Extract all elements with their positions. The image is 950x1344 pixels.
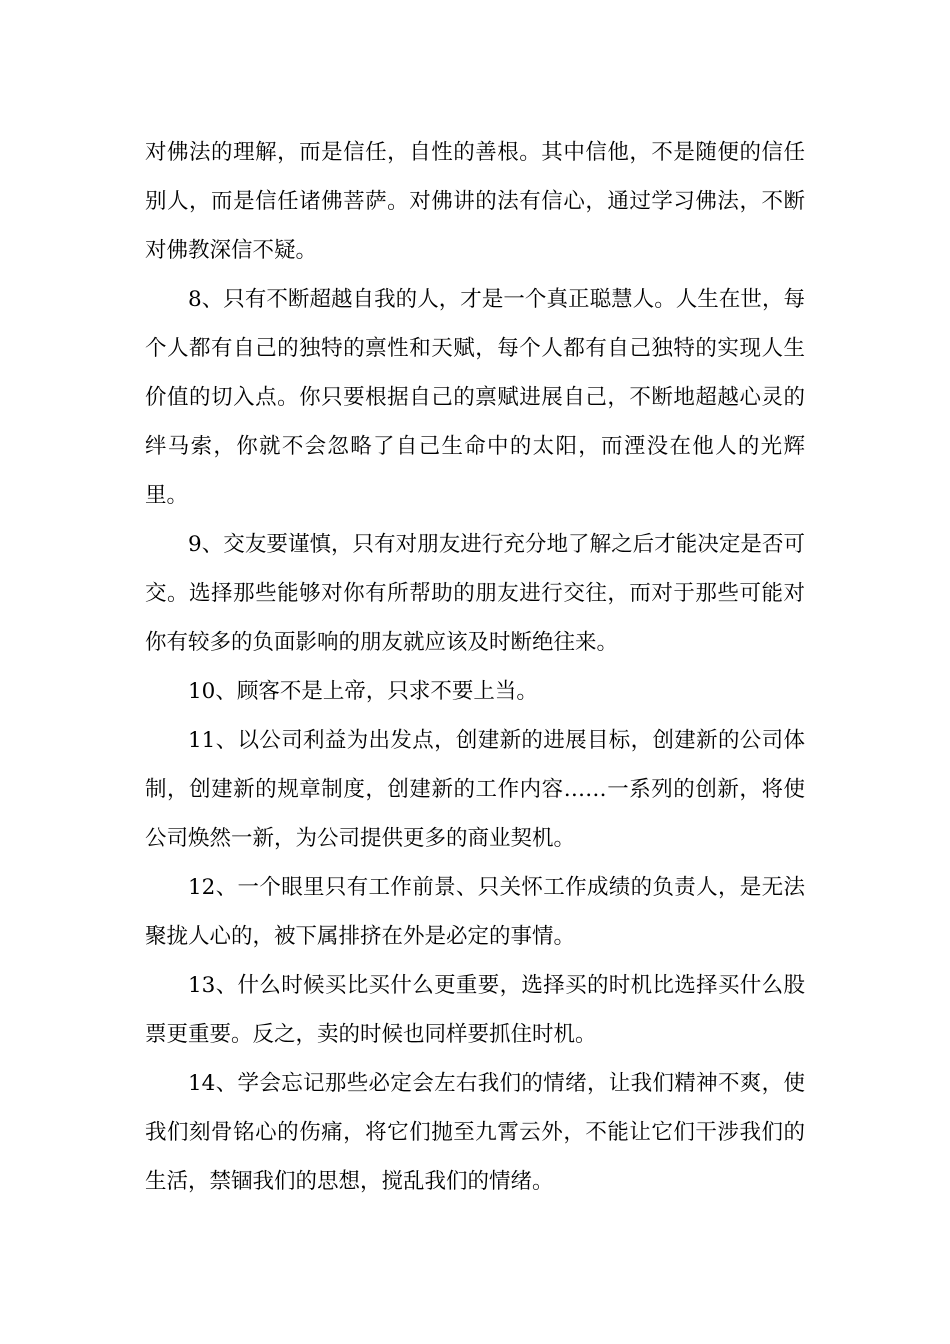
paragraph-item-12: 12、一个眼里只有工作前景、只关怀工作成绩的负责人，是无法聚拢人心的，被下属排挤在外是必定的事情。 xyxy=(145,875,805,949)
paragraph-item-14: 14、学会忘记那些必定会左右我们的情绪，让我们精神不爽，使我们刻骨铭心的伤痛，将它们抛至九霄云外，不能让它们干涉我们的生活，禁锢我们的思想，搅乱我们的情绪。 xyxy=(145,1071,805,1194)
paragraph-item-13: 13、什么时候买比买什么更重要，选择买的时机比选择买什么股票更重要。反之，卖的时候也同样要抓住时机。 xyxy=(145,973,805,1047)
paragraph-item-9: 9、交友要谨慎，只有对朋友进行充分地了解之后才能决定是否可交。选择那些能够对你有所帮助的朋友进行交往，而对于那些可能对你有较多的负面影响的朋友就应该及时断绝往来。 xyxy=(145,532,805,655)
paragraph-item-10: 10、顾客不是上帝，只求不要上当。 xyxy=(188,679,538,704)
document-body xyxy=(145,128,805,1206)
paragraph-item-8: 8、只有不断超越自我的人，才是一个真正聪慧人。人生在世，每个人都有自己的独特的禀性和天赋，每个人都有自己独特的实现人生价值的切入点。你只要根据自己的禀赋进展自己，不断地超越心灵的绊马索，你就不会忽略了自己生命中的太阳，而湮没在他人的光辉里。 xyxy=(145,287,805,508)
paragraph-item-11: 11、以公司利益为出发点，创建新的进展目标，创建新的公司体制，创建新的规章制度，创建新的工作内容……一系列的创新，将使公司焕然一新，为公司提供更多的商业契机。 xyxy=(145,728,805,851)
paragraph-continued: 对佛法的理解，而是信任，自性的善根。其中信他，不是随便的信任别人，而是信任诸佛菩萨。对佛讲的法有信心，通过学习佛法，不断对佛教深信不疑。 xyxy=(145,140,805,263)
